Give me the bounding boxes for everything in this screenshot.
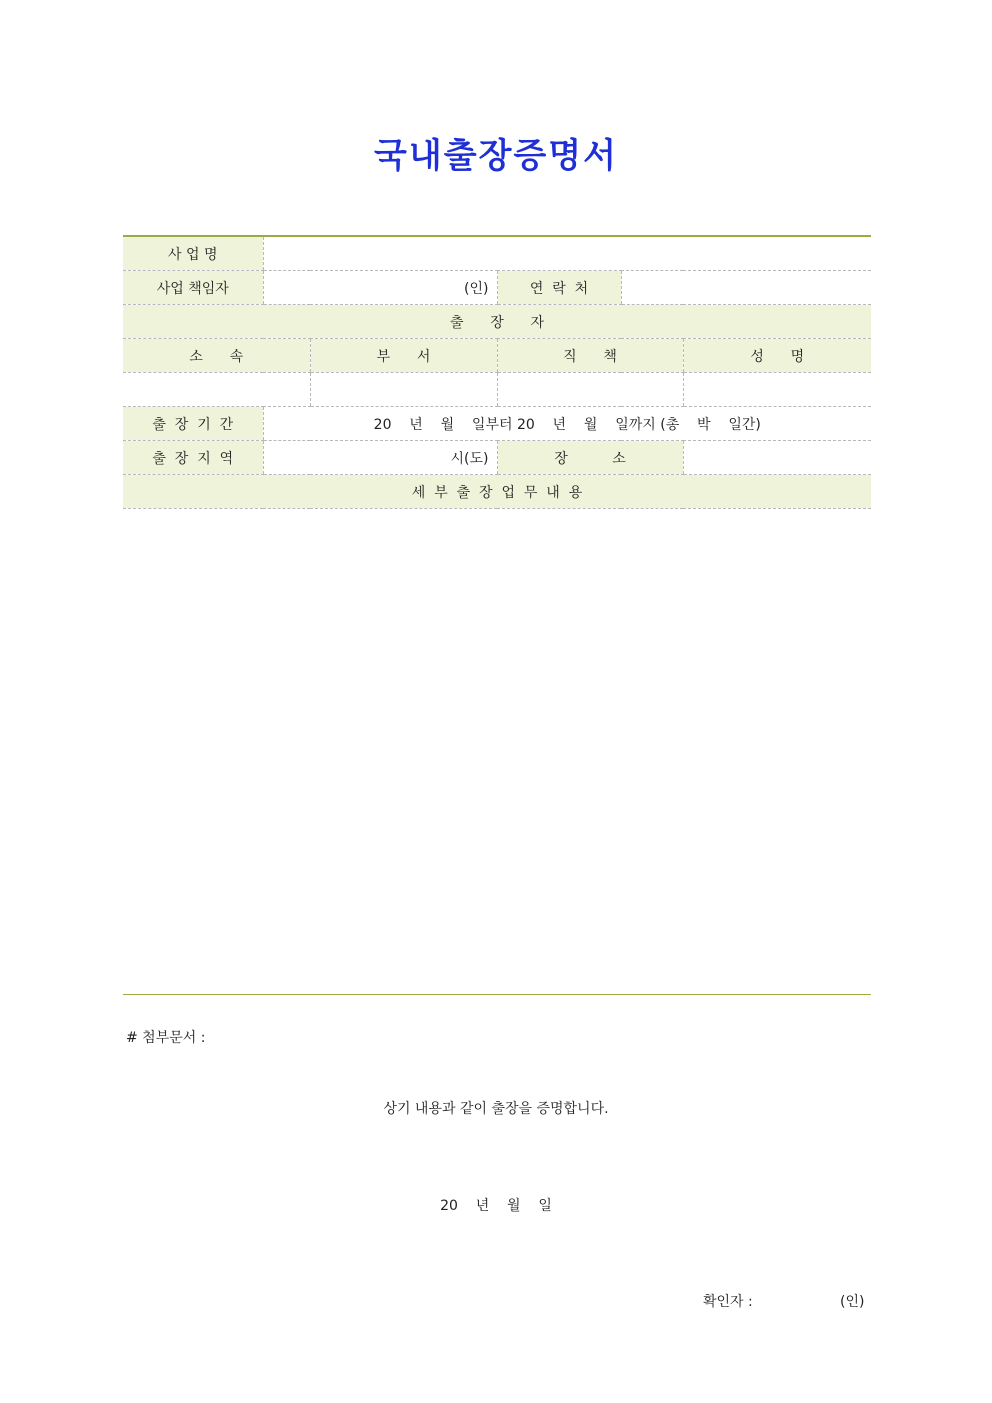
row-region — [123, 441, 871, 475]
confirmer-label: 확인자 : — [703, 1294, 753, 1310]
row-traveler-columns — [123, 339, 871, 373]
date-line: 20 년 월 일 — [440, 1198, 552, 1214]
row-details-header — [123, 475, 871, 509]
travel-form-table — [123, 235, 871, 509]
row-traveler-entry — [123, 373, 871, 407]
project-manager-field[interactable]: (인) — [263, 271, 497, 305]
project-manager-label: 사업 책임자 — [123, 271, 263, 305]
row-traveler-header — [123, 305, 871, 339]
attachments-label: # 첨부문서 : — [126, 1030, 206, 1046]
affiliation-field[interactable] — [123, 373, 310, 407]
row-period — [123, 407, 871, 441]
traveler-header: 출 장 자 — [123, 305, 871, 339]
contact-label: 연 락 처 — [497, 271, 621, 305]
region-field[interactable]: 시(도) — [263, 441, 497, 475]
details-area-bottom-rule — [123, 994, 871, 995]
period-label: 출 장 기 간 — [123, 407, 263, 441]
col-position: 직 책 — [497, 339, 683, 373]
col-name: 성 명 — [683, 339, 871, 373]
department-field[interactable] — [310, 373, 497, 407]
region-label: 출 장 지 역 — [123, 441, 263, 475]
period-field[interactable]: 20 년 월 일부터 20 년 월 일까지 (총 박 일간) — [263, 407, 871, 441]
row-project-manager — [123, 271, 871, 305]
place-label: 장 소 — [497, 441, 683, 475]
certification-statement: 상기 내용과 같이 출장을 증명합니다. — [383, 1101, 609, 1117]
row-project-name — [123, 236, 871, 271]
place-field[interactable] — [683, 441, 871, 475]
col-affiliation: 소 속 — [123, 339, 310, 373]
document-title: 국내출장증명서 — [374, 136, 618, 176]
col-department: 부 서 — [310, 339, 497, 373]
project-name-label: 사 업 명 — [123, 236, 263, 271]
confirmer-seal: (인) — [840, 1294, 865, 1310]
contact-field[interactable] — [621, 271, 871, 305]
project-name-field[interactable] — [263, 236, 871, 271]
name-field[interactable] — [683, 373, 871, 407]
position-field[interactable] — [497, 373, 683, 407]
details-header: 세 부 출 장 업 무 내 용 — [123, 475, 871, 509]
